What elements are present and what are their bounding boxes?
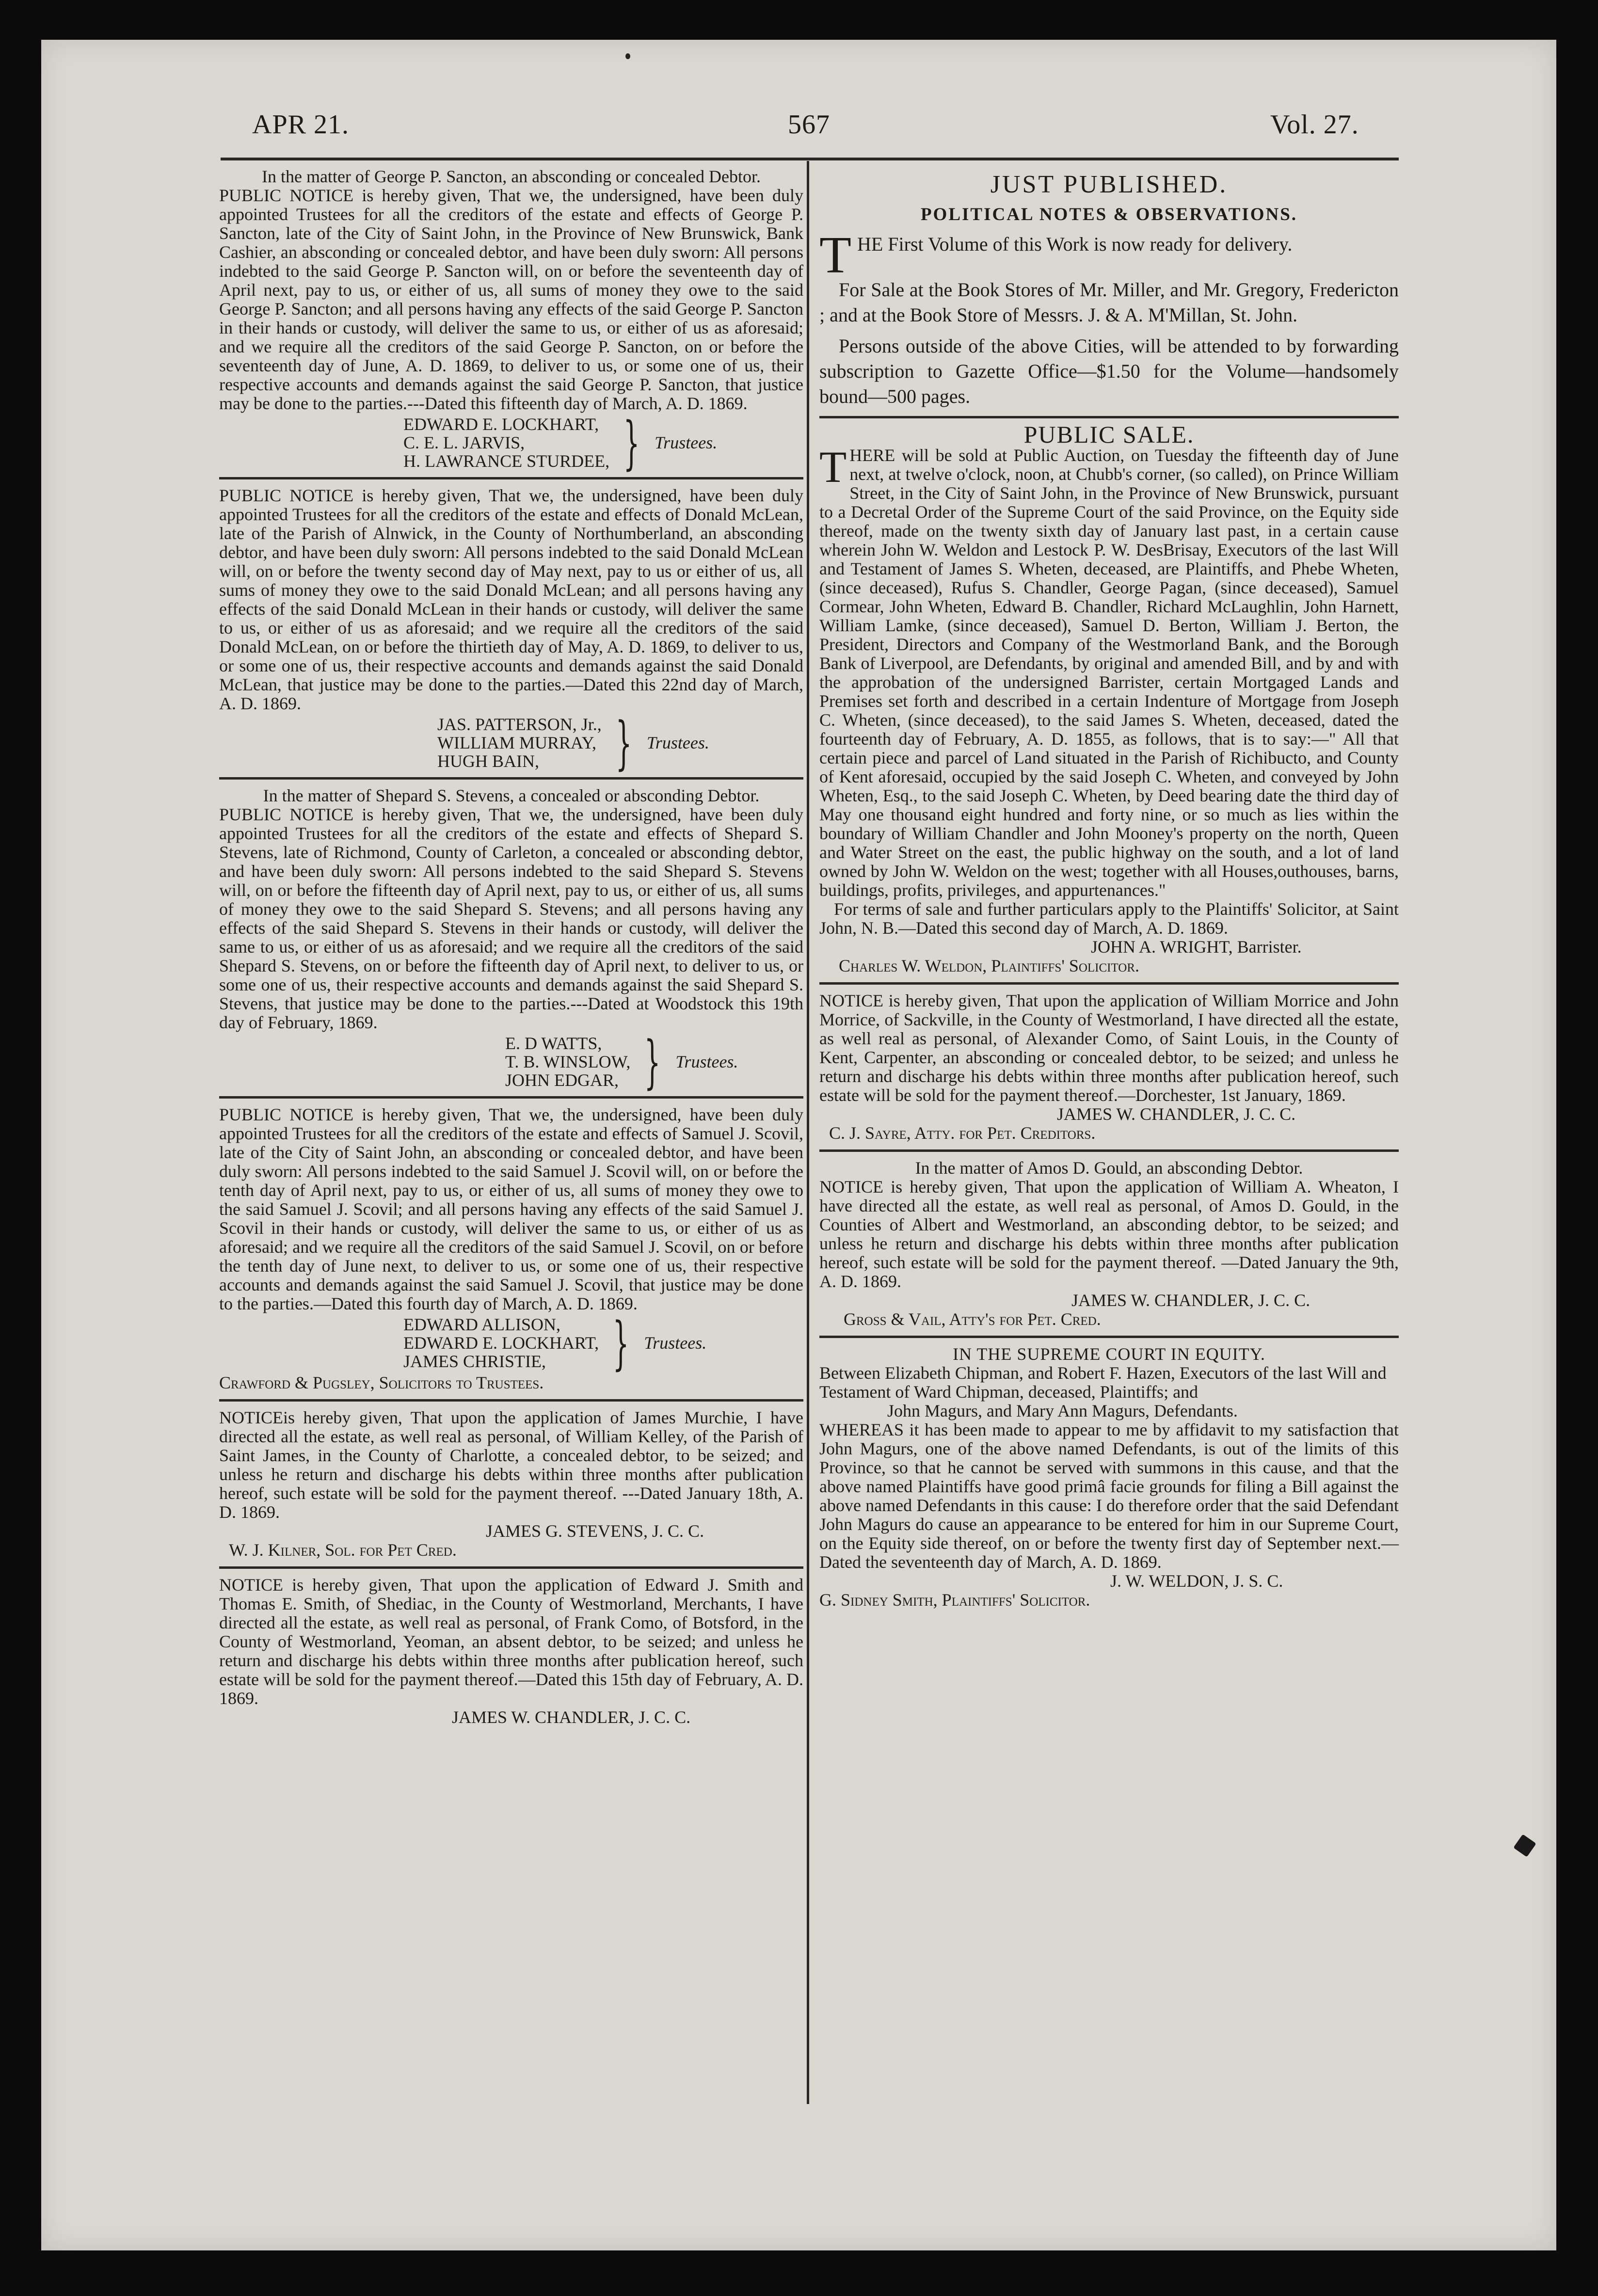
- trustee-name: C. E. L. JARVIS,: [403, 433, 525, 452]
- notice-body-mclean: PUBLIC NOTICE is hereby given, That we, the undersigned, have been duly appointed Trustees for all the creditors of the estate and effects of Donald McLean, late of the Parish of Alnwick, in the County of Northumberland, an absconding debtor, and have been duly sworn: All persons indebted to the said Donald McLean will, on or before the twenty second day of May next, pay to us or either of us, all sums of money they owe to the said Donald McLean; and all persons having any effects of the said Donald McLean in their hands or custody, will deliver the same to us, or either of us as aforesaid; and we require all the creditors of the said Donald McLean, on or before the thirtieth day of May, A. D. 1869, to deliver to us, or some one of us, their respective accounts and demands against the said Donald McLean, that justice may be done to the parties.—Dated this 22nd day of March, A. D. 1869.: [219, 486, 803, 713]
- trustees-label: Trustees.: [655, 432, 718, 452]
- notice-body-kelley: NOTICEis hereby given, That upon the application of James Murchie, I have directed all the estate, as well real as personal, of William Kelley, of the Parish of Saint James, in the County of Charlotte, a concealed debtor, to be seized; and unless he return and discharge his debts within three months after publication hereof, such estate will be sold for the payment thereof. ---Dated January 18th, A. D. 1869.: [219, 1408, 803, 1522]
- page-number: 567: [788, 110, 830, 140]
- brace-icon: }: [612, 1309, 629, 1376]
- trustee-name: EDWARD E. LOCKHART,: [403, 1333, 599, 1353]
- right-column: [819, 167, 1399, 1610]
- notice-body-alexander-como: NOTICE is hereby given, That upon the application of William Morrice and John Morrice, of Sackville, in the County of Westmorland, I have directed all the estate, as well real as personal, of Alexander Como, of Saint Louis, in the County of Kent, Carpenter, an absconding or concealed debtor, to be seized; and unless he return and discharge his debts within three months after publication hereof, such estate will be sold for the payment thereof.—Dorchester, 1st January, 1869.: [819, 991, 1399, 1105]
- political-notes-heading: POLITICAL NOTES & OBSERVATIONS.: [920, 205, 1298, 224]
- trustee-name: JAS. PATTERSON, Jr.,: [437, 715, 602, 734]
- equity-body: WHEREAS it has been made to appear to me by affidavit to my satisfaction that John Magurs, one of the above named Defendants, is out of the limits of this Province, so that he cannot be served with summons in this cause, and that the above named Plaintiffs have good primâ facie grounds for filing a Bill against the above named Defendants in this cause: I do therefore order that the said Defendant John Magurs do cause an appearance to be entered for him in our Supreme Court, on the Equity side thereof, on or before the twenty first day of September next.—Dated the seventeenth day of March, A. D. 1869.: [819, 1420, 1399, 1572]
- equity-defendants: John Magurs, and Mary Ann Magurs, Defendants.: [887, 1401, 1238, 1420]
- atty-gross-vail: Gross & Vail, Atty's for Pet. Cred.: [844, 1309, 1101, 1329]
- trustee-name: JAMES CHRISTIE,: [403, 1352, 546, 1371]
- equity-parties: Between Elizabeth Chipman, and Robert F. Hazen, Executors of the last Will and Testament of Ward Chipman, deceased, Plaintiffs; and: [819, 1363, 1387, 1402]
- divider: [819, 416, 1399, 418]
- divider: [219, 477, 803, 479]
- trustees-label: Trustees.: [644, 1333, 707, 1353]
- trustee-name: T. B. WINSLOW,: [505, 1052, 631, 1071]
- header-date: APR 21.: [252, 110, 349, 140]
- trustees-scovil: [219, 1309, 803, 1376]
- trustee-name: EDWARD ALLISON,: [403, 1315, 560, 1334]
- trustees-sancton: [219, 409, 803, 476]
- trustee-name: E. D WATTS,: [505, 1034, 602, 1053]
- public-sale-terms: For terms of sale and further particulars apply to the Plaintiffs' Solicitor, at Saint John, N. B.—Dated this second day of March, A. D. 1869.: [819, 899, 1399, 938]
- solicitor-smith: G. Sidney Smith, Plaintiffs' Solicitor.: [819, 1590, 1090, 1610]
- notice-title-sancton: In the matter of George P. Sancton, an absconding or concealed Debtor.: [261, 167, 761, 186]
- signer-chandler: JAMES W. CHANDLER, J. C. C.: [1057, 1104, 1296, 1124]
- signer-kelley: JAMES G. STEVENS, J. C. C.: [486, 1521, 704, 1541]
- atty-sayre: C. J. Sayre, Atty. for Pet. Creditors.: [829, 1123, 1096, 1143]
- column-divider: [807, 161, 809, 2104]
- trustee-name: H. LAWRANCE STURDEE,: [403, 451, 610, 471]
- header-rule: [221, 158, 1399, 160]
- trustees-stevens: [219, 1028, 803, 1095]
- divider: [819, 1336, 1399, 1338]
- signer-como: JAMES W. CHANDLER, J. C. C.: [452, 1707, 691, 1727]
- just-published-body: [819, 226, 1399, 409]
- divider: [819, 1149, 1399, 1152]
- divider: [219, 1399, 803, 1402]
- divider: [219, 1096, 803, 1099]
- volume-label: Vol. 27.: [1270, 110, 1359, 140]
- notice-body-gould: NOTICE is hereby given, That upon the application of William A. Wheaton, I have directed all the estate, as well real as personal, of Amos D. Gould, in the Counties of Albert and Westmorland, an absconding debtor, to be seized; and unless he return and discharge his debts within three months after publication hereof, such estate will be sold for the payment thereof. —Dated January the 9th, A. D. 1869.: [819, 1177, 1399, 1291]
- public-sale-text: HERE will be sold at Public Auction, on Tuesday the fifteenth day of June next, at twelve o'clock, noon, at Chubb's corner, (so called), on Prince William Street, in the City of Saint John, in the Province of New Brunswick, pursuant to a Decretal Order of the Supreme Court of the said Province, on the Equity side thereof, made on the twenty sixth day of January last past, in a certain cause wherein John W. Weldon and Lestock P. W. DesBrisay, Executors of the last Will and Testament of James S. Wheten, deceased, are Plaintiffs, and Phebe Wheten, (since deceased), Rufus S. Chandler, George Pagan, (since deceased), Samuel Cormear, John Wheten, Edward B. Chandler, Richard McLaughlin, John Harnett, William Lamke, (since deceased), Samuel D. Berton, William J. Berton, the President, Directors and Company of the Westmorland Bank, and the Borough Bank of Liverpool, are Defendants, by original and amended Bill, and by and with the approbation of the undersigned Barrister, certain Mortgaged Lands and Premises set forth and described in a certain Indenture of Mortgage from Joseph C. Wheten, (since deceased), to the said James S. Wheten, deceased, dated the fourteenth day of February, A. D. 1855, as follows, that is to say:—" All that certain piece and parcel of Land situated in the Parish of Richibucto, and County of Kent aforesaid, occupied by the said Joseph C. Wheten, and conveyed by John Wheten, Esq., to the said Joseph C. Wheten, by Deed bearing date the third day of May one thousand eight hundred and forty nine, or so much as lies within the boundary of William Chandler and John Mooney's property on the north, Queen and Water Street on the east, the public highway on the south, and a lot of land owned by John W. Weldon on the west; together with all Houses,outhouses, barns, buildings, profits, privileges, and appurtenances.": [819, 446, 1399, 900]
- equity-heading: IN THE SUPREME COURT IN EQUITY.: [953, 1344, 1265, 1364]
- barrister-signature: JOHN A. WRIGHT, Barrister.: [1091, 937, 1302, 957]
- trustee-name: JOHN EDGAR,: [505, 1070, 619, 1090]
- notice-body-scovil: PUBLIC NOTICE is hereby given, That we, the undersigned, have been duly appointed Trustees for all the creditors of the estate and effects of Samuel J. Scovil, late of the City of Saint John, an absconding or concealed debtor, and have been duly sworn: All persons indebted to the said Samuel J. Scovil will, on or before the tenth day of April next, pay to us, or either of us, all sums of money they owe to the said Samuel J. Scovil; and all persons having any effects of the said Samuel J. Scovil in their hands or custody, will deliver the same to us, or either of us as aforesaid; and we require all the creditors of the said Samuel J. Scovil, on or before the tenth day of June next, to deliver to us, or some one of us, their respective accounts and demands against the said Samuel J. Scovil, that justice may be done to the parties.—Dated this fourth day of March, A. D. 1869.: [219, 1105, 803, 1313]
- drop-cap: T: [819, 226, 851, 284]
- trustee-name: WILLIAM MURRAY,: [437, 733, 597, 752]
- drop-cap: T: [819, 442, 847, 492]
- divider: [819, 982, 1399, 985]
- trustee-name: EDWARD E. LOCKHART,: [403, 415, 599, 434]
- brace-icon: }: [615, 709, 632, 776]
- trustees-label: Trustees.: [675, 1052, 738, 1071]
- trustees-label: Trustees.: [646, 733, 709, 752]
- plaintiffs-solicitor: Charles W. Weldon, Plaintiffs' Solicitor.: [839, 956, 1140, 975]
- public-sale-body: [819, 442, 1399, 900]
- notice-title-gould: In the matter of Amos D. Gould, an absconding Debtor.: [915, 1158, 1303, 1178]
- brace-icon: }: [644, 1028, 661, 1095]
- trustee-name: HUGH BAIN,: [437, 751, 539, 771]
- signer-weldon: J. W. WELDON, J. S. C.: [1110, 1571, 1283, 1591]
- notice-title-stevens: In the matter of Shepard S. Stevens, a concealed or absconding Debtor.: [263, 786, 760, 805]
- published-para-1: HE First Volume of this Work is now ready for delivery.: [857, 233, 1293, 255]
- notice-body-stevens: PUBLIC NOTICE is hereby given, That we, the undersigned, have been duly appointed Trustees for all the creditors of the estate and effects of Shepard S. Stevens, late of Richmond, County of Carleton, a concealed or absconding debtor, and have been duly sworn: All persons indebted to the said Shepard S. Stevens will, on or before the fifteenth day of April next, pay to us, or either of us, all sums of money they owe to the said Shepard S. Stevens; and all persons having any effects of the said Shepard S. Stevens in their hands or custody, will deliver the same to us, or either of us as aforesaid; and we require all the creditors of the said Shepard S. Stevens, on or before the fifteenth day of April next, to deliver to us, or some one of us, their respective accounts and demands against the said Shepard S. Stevens, that justice may be done to the parties.---Dated at Woodstock this 19th day of February, 1869.: [219, 805, 803, 1032]
- published-para-2: For Sale at the Book Stores of Mr. Miller, and Mr. Gregory, Fredericton ; and at the Book Store of Messrs. J. & A. M'Millan, St. John.: [819, 279, 1399, 326]
- just-published-heading: JUST PUBLISHED.: [990, 171, 1228, 198]
- published-para-3: Persons outside of the above Cities, will be attended to by forwarding subscription to Gazette Office—$1.50 for the Volume—handsomely bound—500 pages.: [819, 335, 1399, 407]
- brace-icon: }: [623, 409, 640, 476]
- trustees-mclean: [219, 709, 803, 776]
- divider: [219, 777, 803, 780]
- divider: [219, 1566, 803, 1569]
- solicitor-kelley: W. J. Kilner, Sol. for Pet Cred.: [229, 1540, 457, 1560]
- left-column: [219, 167, 803, 1727]
- notice-body-sancton: PUBLIC NOTICE is hereby given, That we, the undersigned, have been duly appointed Trustees for all the creditors of the estate and effects of George P. Sancton, late of the City of Saint John, in the Province of New Brunswick, Bank Cashier, an absconding or concealed debtor, and have been duly sworn: All persons indebted to the said George P. Sancton will, on or before the seventeenth day of April next, pay to us, or either of us, all sums of money they owe to the said George P. Sancton; and all persons having any effects of the said George P. Sancton in their hands or custody, will deliver the same to us, or either of us as aforesaid; and we require all the creditors of the said George P. Sancton, on or before the seventeenth day of June, A. D. 1869, to deliver to us, or some one of us, their respective accounts and demands against the said George P. Sancton, that justice may be done to the parties.---Dated this fifteenth day of March, A. D. 1869.: [219, 186, 803, 413]
- public-sale-heading: PUBLIC SALE.: [1023, 421, 1195, 448]
- notice-body-como: NOTICE is hereby given, That upon the application of Edward J. Smith and Thomas E. Smith, of Shediac, in the County of Westmorland, Merchants, I have directed all the estate, as well real as personal, of Frank Como, of Botsford, in the County of Westmorland, Yeoman, an absent debtor, to be seized; and unless he return and discharge his debts within three months after publication hereof, such estate will be sold for the payment thereof.—Dated this 15th day of February, A. D. 1869.: [219, 1575, 803, 1708]
- signer-gould: JAMES W. CHANDLER, J. C. C.: [1071, 1291, 1310, 1310]
- solicitors-line: Crawford & Pugsley, Solicitors to Trustees.: [219, 1373, 544, 1392]
- ink-dot: [625, 53, 630, 59]
